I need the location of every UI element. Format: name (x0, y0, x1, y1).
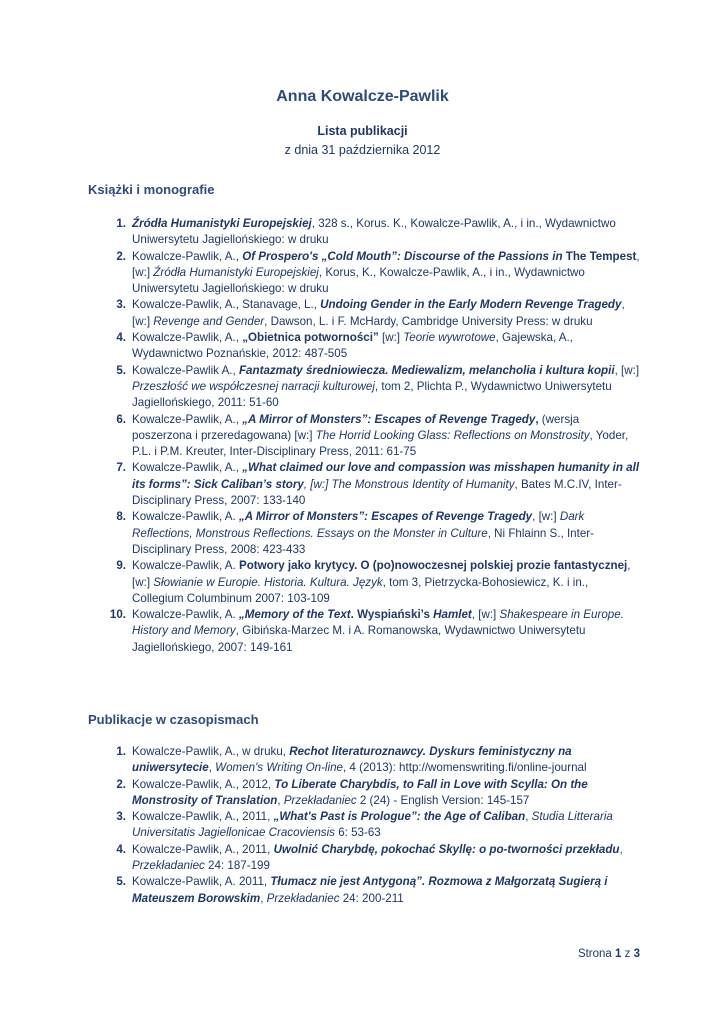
citation-text: „Obietnica potworności” (242, 331, 379, 345)
citation-text: The Horrid Looking Glass: Reflections on Monstrosity (315, 428, 590, 442)
citation-text: , [w:] (471, 608, 500, 622)
publication-item (100, 607, 640, 656)
citation-text: ”: Escapes of Revenge Tragedy (358, 510, 533, 524)
citation-text: Kowalcze-Pawlik, A., 2011, (132, 842, 274, 856)
publication-item (100, 330, 640, 363)
citation-text: , (260, 891, 267, 905)
citation-text: , 328 s., Korus. K., Kowalcze-Pawlik, A., i in., Wydawnictwo Uniwersytetu Jagiellońskiego: w druku (132, 217, 616, 247)
document-subtitle: Lista publikacji (317, 124, 408, 138)
publication-number: 1. (116, 217, 126, 230)
citation-text: Kowalcze-Pawlik, A. (132, 559, 239, 573)
citation-text: , (619, 842, 623, 856)
citation-text: „What claimed our love and compassion was misshapen humanity in all its forms”: Sick Caliban’s story (132, 461, 640, 491)
citation-text: „A Mirror of Monsters (238, 510, 359, 524)
citation-text: , Ni Fhlainn S., Inter-Disciplinary Press, 2008: 423-433 (132, 526, 595, 556)
citation-text: Przekładaniec (132, 859, 205, 873)
citation-text: Kowalcze-Pawlik, A., w druku, (132, 745, 290, 758)
publication-number: 9. (116, 559, 126, 573)
publication-item (100, 509, 640, 558)
citation-text: 24: 200-211 (339, 891, 404, 905)
citation-text: Kowalcze-Pawlik, A., Stanavage, L., (132, 298, 321, 312)
author-name: Anna Kowalcze-Pawlik (276, 88, 449, 105)
citation-text: , [w:] (132, 249, 640, 279)
citation-text: Shakespeare in Europe. History and Memory (132, 608, 624, 638)
citation-text: „What's Past is Prologue”: the Age of Caliban (273, 810, 526, 824)
citation-text: Fantazmaty średniowiecza. Mediewalizm, melancholia i kultura kopii (238, 363, 615, 377)
publication-item (100, 216, 640, 249)
citation-text: Hamlet (433, 608, 472, 622)
journals-list (100, 744, 640, 907)
publication-item (100, 363, 640, 412)
citation-text: Tłumacz nie jest Antygoną”. Rozmowa z Małgorzatą Sugierą i Mateuszem Borowskim (132, 875, 608, 905)
citation-text: , (277, 793, 284, 807)
citation-text: Źródła Humanistyki Europejskiej (153, 265, 319, 279)
citation-text: , tom 2, Plichta P., Wydawnictwo Uniwersytetu Jagiellońskiego, 2011: 51-60 (132, 379, 612, 410)
publication-item (100, 558, 640, 607)
footer-total-pages: 3 (633, 948, 640, 960)
citation-text: , [w:] (132, 559, 631, 589)
citation-text: Kowalcze-Pawlik, A., (132, 331, 243, 345)
citation-text: Kowalcze-Pawlik, A., (132, 412, 243, 426)
citation-text: , (208, 761, 216, 775)
citation-text: Potwory jako krytycy. O (po)nowoczesnej polskiej prozie fantastycznej (238, 559, 628, 573)
citation-text: , tom 3, Pietrzycka-Bohosiewicz, K. i in., Collegium Columbinum 2007: 103-109 (132, 575, 589, 605)
citation-text: „A Mirror of Monsters”: Escapes of Revenge Tragedy (242, 412, 536, 426)
citation-text: , Bates M.C.IV, Inter-Disciplinary Press, 2007: 133-140 (132, 477, 622, 508)
citation-text: , Yoder, P.L. i P.M. Kreuter, Inter-Disciplinary Press, 2011: 61-75 (132, 428, 629, 459)
document-date: z dnia 31 października 2012 (284, 143, 441, 157)
citation-text: „Memory of the Text (238, 608, 351, 622)
citation-text: , [w:] The Monstrous Identity of Humanity (303, 477, 515, 491)
footer-of: z (624, 948, 631, 960)
books-list (100, 216, 640, 656)
citation-text: Women's Writing On-line (215, 761, 343, 775)
publication-item (100, 249, 640, 298)
publication-item (100, 297, 640, 330)
citation-text: Teorie wywrotowe (403, 331, 496, 345)
citation-text: Kowalcze-Pawlik, A. 2011, (132, 875, 271, 889)
page-footer (500, 948, 640, 960)
books-section-title: Książki i monografie (88, 182, 215, 197)
citation-text: Uwolnić Charybdę, pokochać Skyllę: o po-tworności przekładu (273, 842, 620, 856)
citation-text: [w:] (378, 331, 404, 345)
publication-number: 5. (116, 363, 126, 377)
citation-text: , 4 (2013): http://womenswriting.fi/online-journal (342, 761, 587, 775)
citation-text: Przekładaniec (266, 891, 340, 905)
citation-text: Słowianie w Europie. Historia. Kultura. Język (153, 575, 383, 589)
citation-text: , Korus, K., Kowalcze-Pawlik, A., i in., Wydawnictwo Uniwersytetu Jagiellońskiego: w druku (132, 265, 585, 296)
citation-text: , (525, 810, 532, 824)
footer-page-number: 1 (615, 948, 622, 960)
publication-item (100, 412, 640, 461)
publication-number: 4. (116, 331, 126, 345)
citation-text: Przeszłość we współczesnej narracji kulturowej (132, 379, 375, 393)
publication-number: 3. (116, 810, 126, 824)
citation-text: (wersja poszerzona i przeredagowana) [w:] (132, 412, 580, 442)
citation-text: Kowalcze-Pawlik, A. (132, 510, 239, 524)
citation-text: Studia Litteraria Universitatis Jagiellonicae Cracoviensis (132, 810, 613, 840)
citation-text: 6: 53-63 (334, 826, 381, 840)
citation-text: Revenge and Gender (153, 314, 265, 328)
publication-number: 6. (116, 412, 126, 426)
citation-text: 24: 187-199 (204, 859, 270, 873)
citation-text: , (535, 412, 539, 426)
citation-text: 2 (24) - English Version: 145-157 (356, 793, 530, 807)
publication-number: 5. (116, 875, 126, 889)
publication-number: 7. (116, 461, 126, 475)
publication-number: 10. (109, 608, 126, 622)
publication-item (100, 744, 640, 777)
publication-number: 4. (116, 842, 126, 856)
citation-text: . Wyspiański’s (350, 608, 434, 622)
citation-text: Kowalcze-Pawlik A., (132, 363, 239, 377)
citation-text: Kowalcze-Pawlik, A., 2012, (132, 777, 275, 791)
citation-text: Rechot literaturoznawcy. Dyskurs feministyczny na uniwersytecie (132, 745, 572, 775)
citation-text: Undoing Gender in the Early Modern Revenge Tragedy (320, 298, 622, 312)
citation-text: Kowalcze-Pawlik, A. (132, 608, 239, 622)
citation-text: Kowalcze-Pawlik, A., 2011, (132, 810, 274, 824)
citation-text: , Dawson, L. i F. McHardy, Cambridge University Press: w druku (264, 314, 593, 328)
citation-text: Of Prospero's „Cold Mouth”: Discourse of the Passions in (242, 249, 566, 263)
publication-number: 8. (116, 510, 126, 524)
publication-number: 3. (116, 298, 126, 312)
publication-item (100, 809, 640, 842)
publication-number: 2. (116, 777, 126, 791)
publication-item (100, 874, 640, 907)
publication-number: 2. (116, 249, 126, 263)
publication-item (100, 460, 640, 509)
citation-text: Źródła Humanistyki Europejskiej (132, 217, 312, 230)
citation-text: , [w:] (532, 510, 560, 524)
citation-text: , [w:] (132, 298, 625, 328)
publication-item (100, 842, 640, 875)
publication-number: 1. (116, 745, 126, 758)
journals-section-title: Publikacje w czasopismach (88, 712, 259, 727)
citation-text: , Gibińska-Marzec M. i A. Romanowska, Wydawnictwo Uniwersytetu Jagiellońskiego, 2007: 149-161 (132, 624, 586, 654)
citation-text: Przekładaniec (283, 793, 357, 807)
citation-text: Dark Reflections, Monstrous Reflections. Essays on the Monster in Culture (132, 510, 585, 540)
citation-text: Kowalcze-Pawlik, A., (132, 249, 243, 263)
citation-text: To Liberate Charybdis, to Fall in Love with Scylla: On the Monstrosity of Translation (132, 777, 588, 807)
footer-prefix: Strona (577, 948, 612, 960)
publication-item (100, 777, 640, 810)
citation-text: Kowalcze-Pawlik, A., (132, 461, 243, 475)
citation-text: The Tempest (565, 249, 637, 263)
citation-text: , [w:] (614, 363, 640, 377)
citation-text: , Gajewska, A., Wydawnictwo Poznańskie, 2012: 487-505 (132, 331, 573, 361)
